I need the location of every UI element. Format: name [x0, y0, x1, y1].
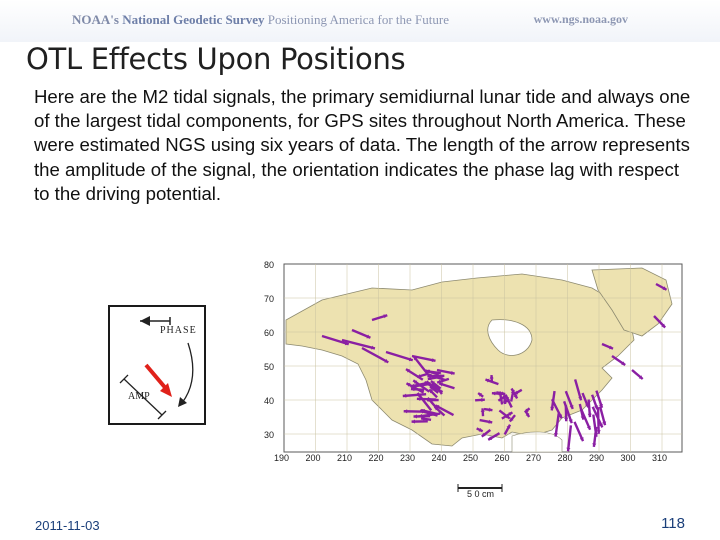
longitude-tick-label: 270	[526, 453, 542, 463]
phase-arc	[182, 343, 193, 403]
m2-tide-map	[262, 260, 686, 504]
longitude-tick-label: 210	[337, 453, 353, 463]
longitude-tick-label: 260	[494, 453, 510, 463]
gulf-of-mexico	[512, 432, 562, 452]
slide-body-text: Here are the M2 tidal signals, the primary semidiurnal lunar tide and always one of the largest tidal components, for GPS sites throughout North America. These were estimated NGS using six years of data. The length of the arrow represents the amplitude of the signal, the orientation indicates the phase lag with respect to the driving potential.	[34, 86, 691, 204]
longitude-tick-label: 300	[620, 453, 636, 463]
arrow-legend	[108, 305, 206, 425]
latitude-tick-label: 40	[264, 396, 275, 406]
longitude-tick-label: 240	[431, 453, 447, 463]
longitude-tick-label: 250	[463, 453, 479, 463]
agency-url[interactable]: www.ngs.noaa.gov	[533, 12, 628, 26]
agency-banner-text	[72, 12, 449, 28]
longitude-tick-label: 280	[557, 453, 573, 463]
latitude-tick-label: 50	[264, 362, 275, 372]
latitude-tick-label: 60	[264, 328, 275, 338]
longitude-tick-label: 220	[368, 453, 384, 463]
scale-bar-label: 5 0 cm	[467, 489, 495, 499]
phase-reference-arrowhead	[140, 316, 150, 326]
slide-title: OTL Effects Upon Positions	[26, 42, 406, 76]
longitude-tick-label: 200	[305, 453, 321, 463]
footer-date: 2011-11-03	[35, 518, 100, 533]
page-number: 118	[661, 515, 685, 532]
longitude-tick-label: 230	[400, 453, 416, 463]
longitude-tick-label: 290	[589, 453, 605, 463]
agency-tagline: Positioning America for the Future	[267, 12, 449, 27]
legend-amp-label: AMP	[128, 391, 150, 402]
latitude-tick-label: 30	[264, 430, 275, 440]
longitude-tick-label: 310	[652, 453, 668, 463]
latitude-tick-label: 70	[264, 294, 275, 304]
latitude-tick-label: 80	[264, 260, 275, 270]
agency-name: National Geodetic Survey	[122, 12, 265, 27]
legend-phase-label: PHASE	[160, 325, 197, 336]
map-canvas	[262, 260, 686, 504]
longitude-tick-label: 190	[274, 453, 290, 463]
org-name: NOAA's	[72, 12, 119, 27]
header-banner	[0, 0, 720, 42]
